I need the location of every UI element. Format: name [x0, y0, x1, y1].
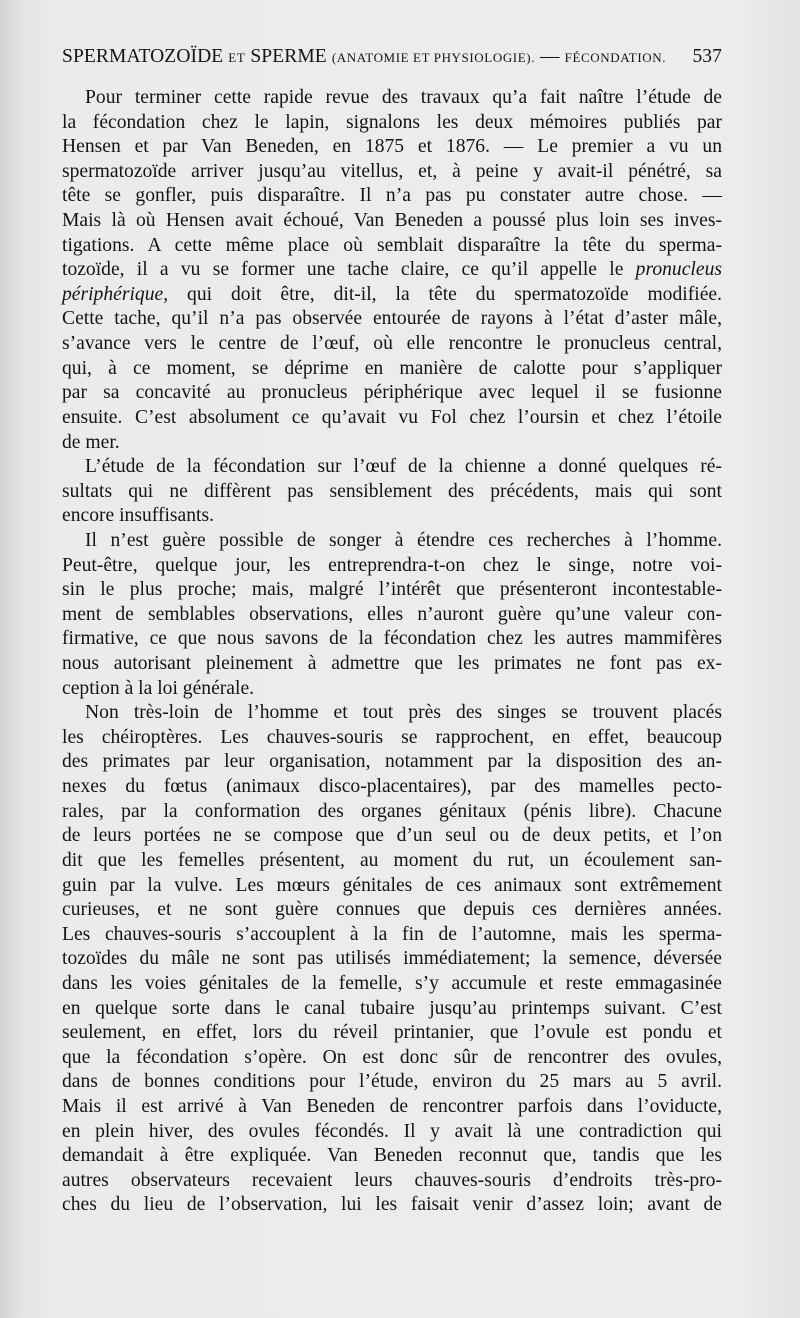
text-line: [62, 283, 722, 308]
text-line: sultats qui ne diffèrent pas sensiblement des précédents, mais qui sont: [62, 480, 722, 502]
text-line: tigations. A cette même place où semblait disparaître la tête du sperma-: [62, 234, 722, 256]
text-line: tozoïdes du mâle ne sont pas utilisés immédiatement; la semence, déversée: [62, 948, 722, 970]
text-line: spermatozoïde arriver jusqu’au vitellus, et, à peine y avait-il pénétré, sa: [62, 160, 722, 182]
text-line: de leurs portées ne se compose que d’un seul ou de deux petits, et l’on: [62, 825, 722, 847]
text-line: Non très-loin de l’homme et tout près des singes se trouvent placés: [85, 702, 722, 724]
text-line: des primates par leur organisation, notamment par la disposition des an-: [62, 751, 722, 773]
text-line: sin le plus proche; mais, malgré l’intérêt que présenteront incontestable-: [62, 579, 722, 601]
page-body: [62, 86, 722, 1218]
text-line: seulement, en effet, lors du réveil printanier, que l’ovule est pondu et: [62, 1022, 722, 1044]
header-et: ET: [228, 50, 246, 65]
text-run: tozoïde, il a vu se former une tache claire, ce qu’il appelle le: [62, 259, 624, 281]
text-line: nous autorisant pleinement à admettre que les primates ne font pas ex-: [62, 653, 722, 675]
text-line: [62, 258, 722, 283]
header-subtitle: (ANATOMIE ET PHYSIOLOGIE).: [331, 50, 536, 65]
text-line: la fécondation chez le lapin, signalons les deux mémoires publiés par: [62, 111, 722, 133]
text-line: Pour terminer cette rapide revue des travaux qu’a fait naître l’étude de: [85, 87, 722, 108]
text-line: en plein hiver, des ovules fécondés. Il y avait là une contradiction qui: [62, 1120, 722, 1142]
text-line: par sa concavité au pronucleus périphérique avec lequel il se fusionne: [62, 382, 722, 404]
text-line: Il n’est guère possible de songer à étendre ces recherches à l’homme.: [85, 529, 722, 551]
text-line: rales, par la conformation des organes génitaux (pénis libre). Chacune: [62, 800, 722, 822]
text-line: ception à la loi générale.: [62, 677, 255, 699]
text-line: ches du lieu de l’observation, lui les faisait venir d’assez loin; avant de: [62, 1194, 722, 1216]
header-title-sperme: SPERME: [250, 46, 327, 67]
text-line: Cette tache, qu’il n’a pas observée entourée de rayons à l’état d’aster mâle,: [62, 308, 722, 330]
running-header: [62, 46, 722, 68]
text-line: Mais là où Hensen avait échoué, Van Beneden a poussé plus loin ses inves-: [62, 210, 722, 232]
header-section: FÉCONDATION.: [564, 50, 667, 65]
text-line: Mais il est arrivé à Van Beneden de rencontrer parfois dans l’oviducte,: [62, 1095, 722, 1117]
text-line: tête se gonfler, puis disparaître. Il n’a pas pu constater autre chose. —: [62, 185, 722, 207]
text-line: Hensen et par Van Beneden, en 1875 et 1876. — Le premier a vu un: [62, 136, 722, 158]
text-line: de mer.: [62, 431, 120, 453]
text-line: que la fécondation s’opère. On est donc sûr de rencontrer des ovules,: [62, 1046, 722, 1068]
text-line: qui, à ce moment, se déprime en manière de calotte pour s’appliquer: [62, 357, 722, 379]
italic-term: pronucleus: [635, 259, 722, 281]
text-line: en quelque sorte dans le canal tubaire jusqu’au printemps suivant. C’est: [62, 997, 722, 1019]
text-line: firmative, ce que nous savons de la fécondation chez les autres mammifères: [62, 628, 722, 650]
text-line: curieuses, et ne sont guère connues que depuis ces dernières années.: [62, 899, 722, 921]
text-line: L’étude de la fécondation sur l’œuf de la chienne a donné quelques ré-: [85, 456, 722, 478]
text-line: les chéiroptères. Les chauves-souris se rapprochent, en effet, beaucoup: [62, 726, 722, 748]
text-line: ment de semblables observations, elles n’auront guère qu’une valeur con-: [62, 603, 722, 625]
text-line: s’avance vers le centre de l’œuf, où elle rencontre le pronucleus central,: [62, 333, 722, 355]
text-line: ensuite. C’est absolument ce qu’avait vu Fol chez l’oursin et chez l’étoile: [62, 406, 722, 428]
text-line: Les chauves-souris s’accouplent à la fin de l’automne, mais les sperma-: [62, 923, 722, 945]
header-title-spermatozoide: SPERMATOZOÏDE: [62, 46, 224, 67]
header-dash: —: [540, 46, 560, 67]
italic-term: périphérique,: [62, 283, 169, 305]
text-line: dans les voies génitales de la femelle, s’y accumule et reste emmagasinée: [62, 972, 722, 994]
text-line: autres observateurs recevaient leurs chauves-souris d’endroits très-pro-: [62, 1169, 722, 1191]
text-line: nexes du fœtus (animaux disco-placentaires), par des mamelles pecto-: [62, 776, 722, 798]
text-line: encore insuffisants.: [62, 505, 214, 527]
text-line: dans de bonnes conditions pour l’étude, environ du 25 mars au 5 avril.: [62, 1071, 722, 1093]
text-line: Peut-être, quelque jour, les entreprendra-t-on chez le singe, notre voi-: [62, 554, 722, 576]
page-number: 537: [692, 46, 722, 67]
text-run: qui doit être, dit-il, la tête du spermatozoïde modifiée.: [187, 283, 722, 305]
text-line: guin par la vulve. Les mœurs génitales de ces animaux sont extrêmement: [62, 874, 722, 896]
text-line: dit que les femelles présentent, au moment du rut, un écoulement san-: [62, 849, 722, 871]
text-line: demandait à être expliquée. Van Beneden reconnut que, tandis que les: [62, 1145, 722, 1167]
